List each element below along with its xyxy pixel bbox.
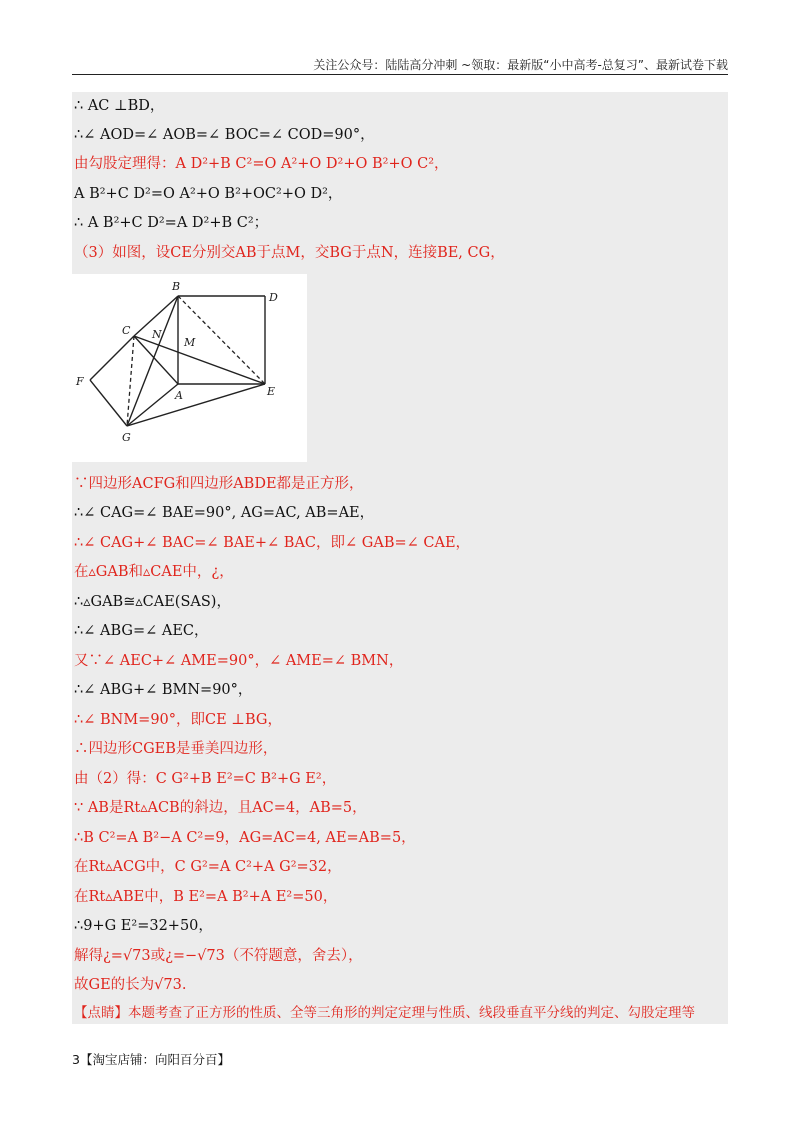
- segment-ge: [127, 384, 265, 426]
- solution-line: ∴▵GAB≅▵CAE(SAS)，: [74, 594, 231, 610]
- label-f: F: [76, 375, 84, 388]
- label-g: G: [122, 431, 131, 444]
- solution-line: 由（2）得：C G²+B E²=C B²+G E²，: [74, 771, 337, 787]
- segment-ce: [134, 336, 265, 384]
- solution-line: 又∵∠ AEC+∠ AME=90°，∠ AME=∠ BMN，: [74, 653, 404, 669]
- solution-line: A B²+C D²=O A²+O B²+OC²+O D²，: [74, 186, 343, 202]
- solution-line: 在Rt▵ACG中，C G²=A C²+A G²=32，: [74, 859, 342, 875]
- geometry-figure: [72, 274, 307, 462]
- segment-cf: [90, 336, 134, 380]
- solution-line: ∴B C²=A B²−A C²=9，AG=AC=4, AE=AB=5，: [74, 830, 416, 846]
- label-c: C: [122, 324, 131, 337]
- solution-line: ∴四边形CGEB是垂美四边形，: [74, 741, 278, 757]
- label-m: M: [184, 336, 196, 349]
- solution-line: 在Rt▵ABE中，B E²=A B²+A E²=50，: [74, 889, 338, 905]
- geometry-diagram: [72, 274, 307, 462]
- page-header: 关注公众号：陆陆高分冲刺 ~领取：最新版“小中高考-总复习”、最新试卷下载: [313, 58, 728, 72]
- solution-panel: [72, 92, 728, 1024]
- solution-line: 解得¿=√73或¿=−√73（不符题意，舍去），: [74, 948, 363, 964]
- solution-line: ∴∠ CAG=∠ BAE=90°, AG=AC, AB=AE，: [74, 505, 375, 521]
- label-b: B: [172, 280, 181, 293]
- page-footer: 3【淘宝店铺：向阳百分百】: [72, 1052, 230, 1067]
- solution-line: ∵ AB是Rt▵ACB的斜边，且AC=4，AB=5，: [74, 800, 367, 816]
- solution-line: ∴ A B²+C D²=A D²+B C²；: [74, 215, 269, 231]
- solution-line: ∴∠ ABG+∠ BMN=90°，: [74, 682, 253, 698]
- label-n: N: [152, 328, 162, 341]
- label-e: E: [267, 385, 276, 398]
- segment-gb: [127, 296, 178, 426]
- segment-ca: [134, 336, 178, 384]
- segment-fg: [90, 380, 127, 426]
- solution-line: 故GE的长为√73.: [74, 977, 187, 993]
- solution-line: 在▵GAB和▵CAE中，¿，: [74, 564, 234, 580]
- label-a: A: [175, 389, 183, 402]
- solution-line: （3）如图，设CE分别交AB于点M，交BG于点N，连接BE, CG，: [74, 245, 505, 261]
- solution-line: ∴ AC ⊥BD，: [74, 98, 165, 114]
- solution-line: ∴∠ AOD=∠ AOB=∠ BOC=∠ COD=90°，: [74, 127, 375, 143]
- solution-line: ∴∠ ABG=∠ AEC，: [74, 623, 209, 639]
- solution-line: ∴∠ BNM=90°，即CE ⊥BG，: [74, 712, 282, 728]
- header-rule: [72, 74, 728, 75]
- solution-line: 由勾股定理得：A D²+B C²=O A²+O D²+O B²+O C²，: [74, 156, 449, 172]
- solution-line: ∴9+G E²=32+50，: [74, 918, 213, 934]
- label-d: D: [269, 291, 278, 304]
- summary-note: 【点睛】本题考查了正方形的性质、全等三角形的判定定理与性质、线段垂直平分线的判定、勾股定理等: [74, 1005, 695, 1021]
- solution-line: ∵四边形ACFG和四边形ABDE都是正方形，: [74, 476, 364, 492]
- solution-line: ∴∠ CAG+∠ BAC=∠ BAE+∠ BAC，即∠ GAB=∠ CAE，: [74, 535, 471, 551]
